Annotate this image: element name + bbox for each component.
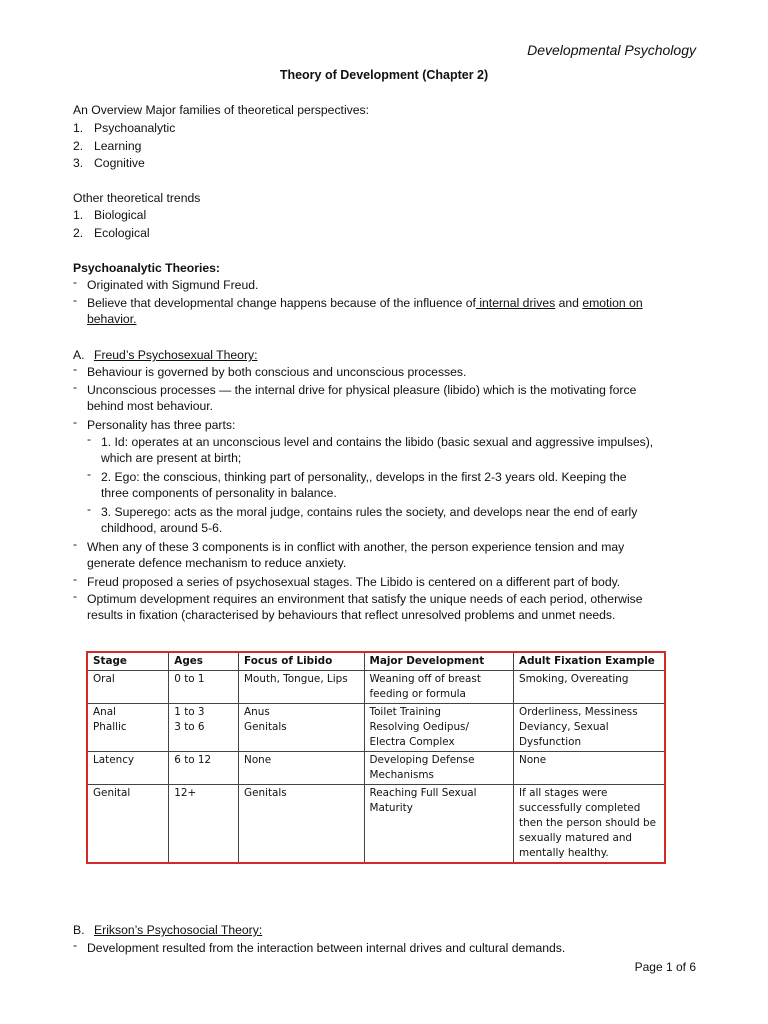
table-header-row [87,652,665,671]
bullet-item: - Believe that developmental change happens because of the influence of internal drives and emotion on behavior. [73,295,643,327]
table-cell: Genitals [239,785,364,864]
table-cell: Developing Defense Mechanisms [364,752,514,785]
table-cell: Orderliness, Messiness Deviancy, Sexual Dysfunction [514,704,665,752]
overview-intro: An Overview Major families of theoretical perspectives: [73,103,369,117]
bullet-item: - Optimum development requires an environment that satisfy the unique needs of each period, otherwise results in fixation (characterised by behaviours that reflect unresolved problems and unmet needs. [73,591,643,623]
table-cell: Anus Genitals [239,704,364,752]
table-row [87,671,665,704]
table-cell: 0 to 1 [169,671,239,704]
table-cell: 12+ [169,785,239,864]
table-cell: If all stages were successfully completed then the person should be sexually matured and mentally healthy. [514,785,665,864]
table-cell: Genital [87,785,169,864]
sub-bullet-item: - 1. Id: operates at an unconscious level and contains the libido (basic sexual and aggressive impulses), which are present at birth; [87,434,653,466]
bullet-item: - Personality has three parts: [73,417,235,433]
table-cell: 6 to 12 [169,752,239,785]
table-header: Stage [87,652,169,671]
course-header: Developmental Psychology [527,42,696,58]
table-cell: Reaching Full Sexual Maturity [364,785,514,864]
psychoanalytic-heading: Psychoanalytic Theories: [73,261,220,275]
other-trend-item: 1. Biological [73,208,147,222]
other-trend-item: 2. Ecological [73,226,150,240]
document-title: Theory of Development (Chapter 2) [279,68,489,82]
table-cell: Mouth, Tongue, Lips [239,671,364,704]
overview-item: 3. Cognitive [73,156,145,170]
page-number: Page 1 of 6 [634,960,696,974]
table-cell: Smoking, Overeating [514,671,665,704]
psychosexual-stages-table [86,651,666,864]
table-cell: Weaning off of breast feeding or formula [364,671,514,704]
table-cell: None [239,752,364,785]
bullet-item: - Unconscious processes — the internal drive for physical pleasure (libido) which is the motivating force behind most behaviour. [73,382,636,414]
table-header: Adult Fixation Example [514,652,665,671]
table-cell: Oral [87,671,169,704]
freud-heading: A. Freud’s Psychosexual Theory: [73,348,258,362]
erikson-heading: B. Erikson’s Psychosocial Theory: [73,923,263,937]
table-row [87,752,665,785]
overview-item: 2. Learning [73,139,142,153]
table-header: Focus of Libido [239,652,364,671]
sub-bullet-item: - 2. Ego: the conscious, thinking part of personality,, develops in the first 2-3 years old. Keeping the three components of personality in balance. [87,469,627,501]
bullet-item: - When any of these 3 components is in conflict with another, the person experience tension and may generate defence mechanism to reduce anxiety. [73,539,624,571]
bullet-item: - Freud proposed a series of psychosexual stages. The Libido is centered on a different part of body. [73,574,620,590]
other-trends-heading: Other theoretical trends [73,191,201,205]
table-cell: Toilet Training Resolving Oedipus/ Electra Complex [364,704,514,752]
table-header: Major Development [364,652,514,671]
table-row [87,704,665,752]
bullet-item: - Originated with Sigmund Freud. [73,277,258,293]
bullet-item: - Development resulted from the interaction between internal drives and cultural demands. [73,940,565,956]
table-cell: Latency [87,752,169,785]
sub-bullet-item: - 3. Superego: acts as the moral judge, contains rules the society, and develops near the end of early childhood, around 5-6. [87,504,637,536]
overview-item: 1. Psychoanalytic [73,121,176,135]
table-row [87,785,665,864]
table-header: Ages [169,652,239,671]
table-cell: 1 to 3 3 to 6 [169,704,239,752]
table-cell: Anal Phallic [87,704,169,752]
bullet-item: - Behaviour is governed by both conscious and unconscious processes. [73,364,466,380]
table-cell: None [514,752,665,785]
